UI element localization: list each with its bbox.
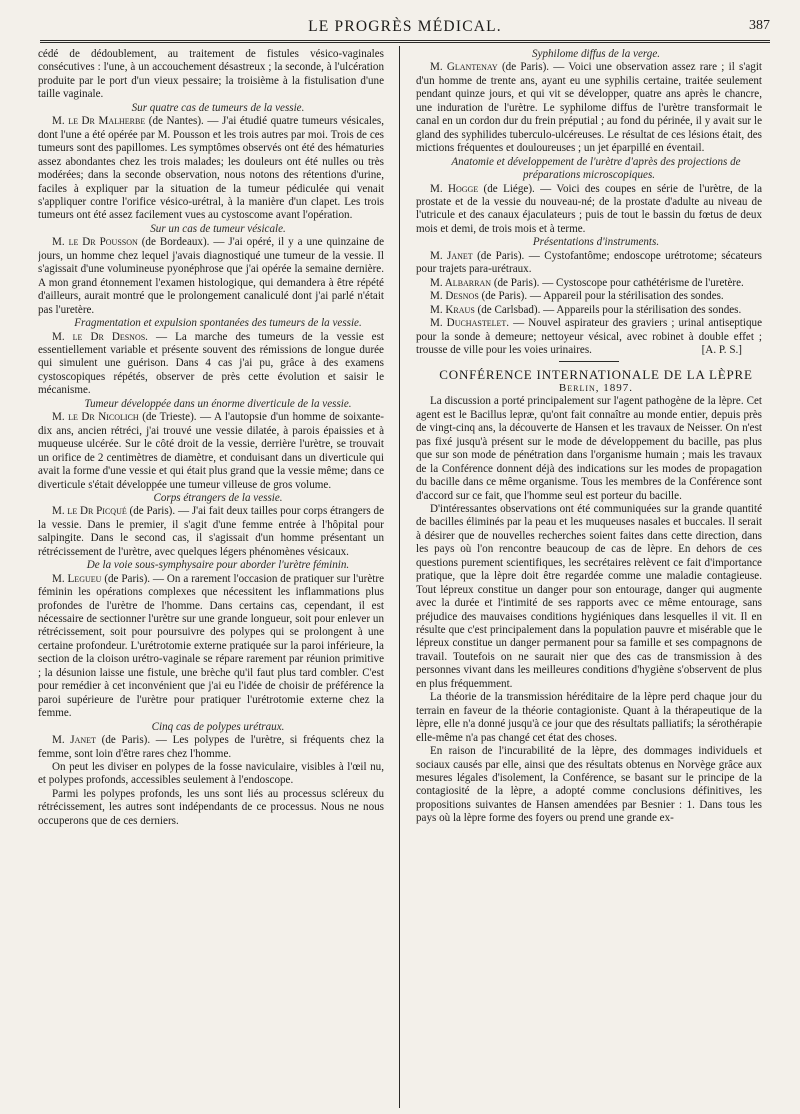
paragraph: En raison de l'incurabilité de la lèpre, des dommages individuels et sociaux causés par elle, ainsi que des résultats obtenus en Norvège grâce aux mesures légales d'isolement, la Conférence, se basant sur le principe de la contagiosité de la lèpre, a adopté comme conclusions définitives, les propositions suivantes de Hansen amendées par Besnier : 1. Dans tous les pays où la lèpre forme des foyers ou prend une grande ex- (416, 745, 762, 825)
section-heading: Anatomie et développement de l'urètre d'après des projections de préparations microscopiques. (451, 155, 741, 182)
signature: [A. P. S.] (701, 343, 742, 356)
page-header (40, 18, 770, 40)
section-heading: Sur un cas de tumeur vésicale. (150, 222, 286, 235)
paragraph-text: (de Paris). — J'ai fait deux tailles pour corps étrangers de la vessie. Dans le premier, il s'agit d'une femme entrée à l'hôpital pour salpingite. Dans le second cas, il s'agissait d'un homme présentant un rétrécissement de l'urètre, avec quelques légers phénomènes vésicaux. (38, 505, 384, 558)
paragraph (38, 115, 384, 223)
page-number: 387 (749, 18, 770, 33)
paragraph (38, 734, 384, 761)
paragraph-text: (de Paris). — Cystofantôme; endoscope urétrotome; sécateurs pour trajets para-urétraux. (416, 249, 762, 276)
speaker-name: M. Glantenay (430, 61, 498, 74)
paragraph: D'intéressantes observations ont été communiquées sur la grande quantité de bacilles éliminés par la peau et les muqueuses nasales et buccales. Il serait à désirer que de nouvelles recherches soient faites dans cette direction, dans les pays où l'on rencontre beaucoup de cas de lèpre. En dehors de ces questions purement scientifiques, les secrétaires relèvent ce fait d'importance pratique, que la lèpre doit être regardée comme une maladie contagieuse. Tout lépreux constitue un danger pour son entourage, danger qui augmente avec la durée et l'intimité de ses rapports avec ce même entourage, sans préjudice des mauvaises conditions hygiéniques dans lesquelles il vit. Il en résulte que c'est principalement dans la population pauvre et misérable que le lépreux constitue un danger permanent pour sa famille et ses compagnons de travail. Toutefois on ne saurait nier que des cas de transmission à des personnes vivant dans les meilleures conditions d'hygiène s'observent de plus en plus fréquemment. (416, 502, 762, 690)
speaker-name: M. Janet (430, 249, 473, 262)
paragraph-text: (de Nantes). — J'ai étudié quatre tumeurs vésicales, dont l'une a été opérée par M. Pousson et les trois autres par moi. Trois de ces tumeurs sont des papillomes. Les symptômes observés ont été des hématuries assez abondantes chez les trois malades; les douleurs ont été nulles ou très modérées; dans la seconde observation, nous notons des rétentions d'urine, faciles à expliquer par la situation de la tumeur pédiculée qui venait s'appliquer contre l'orifice vésico-urétral, à la manière d'un clapet. Les trois tumeurs ont été assez facilement vues au cystoscome avant l'opération. (38, 115, 384, 222)
speaker-name: M. Desnos (430, 290, 479, 303)
right-column (416, 48, 762, 1108)
paragraph: cédé de dédoublement, au traitement de fistules vésico-vaginales consécutives : l'une, à un accouchement désastreux ; la seconde, à l'ulcération produite par le port d'un vieux pessaire; la troisième à la fistulisation d'une taille vaginale. (38, 48, 384, 101)
paragraph (38, 331, 384, 398)
section-rule (559, 361, 619, 362)
paragraph (416, 61, 762, 155)
section-heading: Syphilome diffus de la verge. (531, 48, 661, 60)
conference-subtitle: Berlin, 1897. (558, 381, 634, 394)
instrument-item (416, 250, 762, 277)
paragraph-text: (de Paris). — Les polypes de l'urètre, si fréquents chez la femme, sont loin d'être rares chez l'homme. (38, 734, 384, 760)
speaker-name: M. Legueu (52, 572, 102, 585)
speaker-name: M. le Dr Picqué (52, 505, 127, 518)
column-divider (399, 46, 400, 1108)
paragraph-text: (de Paris). — Cystoscope pour cathétérisme de l'uretère. (491, 276, 744, 289)
paragraph: On peut les diviser en polypes de la fosse naviculaire, visibles à l'œil nu, et polypes profonds, accessibles seulement à l'endoscope. (38, 761, 384, 787)
paragraph-text: (de Paris). — Voici une observation assez rare ; il s'agit d'un homme de trente ans, ayant eu une syphilis certaine, traitée seulement pendant quinze jours, et qui vit se développer, quatre ans après le chancre, une induration de l'urètre. Le syphilome diffus de l'urètre transformait le canal en un cordon dur du frein préputial ; au fond du périnée, il y avait sur le gland des syphilides tuberculo-ulcéreuses. Le résultat de ces lésions était, des mictions fréquentes et douloureuses ; un jet éparpillé en éventail. (416, 61, 762, 155)
section-heading: Cinq cas de polypes urétraux. (151, 720, 285, 733)
instrument-item (416, 304, 762, 317)
paragraph-text: (de Bordeaux). — J'ai opéré, il y a une quinzaine de jours, un homme chez lequel j'avais diagnostiqué une tumeur de la vessie. Il s'agissait d'une volumineuse pyonéphrose que j'ai opérée la semaine dernière. A mon grand étonnement l'examen histologique, qui demandera à être répété d'ailleurs, aurait montré que le prolongement canaliculé dont j'ai parlé n'était pas l'uretère. (38, 236, 384, 316)
paragraph-text: (de Paris). — On a rarement l'occasion de pratiquer sur l'urètre féminin les opérations complexes que nécessitent les inflammations plus profondes de l'urètre de l'homme. Dans certains cas, cependant, il est nécessaire de sectionner l'urètre sur une grande longueur, soit pour enlever un rétrécissement, soit pour poursuivre des polypes qui se prolongent à une certaine profondeur. L'urétrotomie externe pratiquée sur la paroi inférieure, la section de la cloison urétro-vaginale se répare rarement par réunion primitive ; la désunion laisse une fistule, une brèche qu'il faut plus tard combler. C'est pour remédier à cet inconvénient que j'ai eu l'idée de choisir de préférence la paroi supérieure de l'urètre pour pratiquer l'urétrotomie externe chez la femme. (38, 572, 384, 720)
instrument-item (416, 290, 762, 303)
section-heading: Corps étrangers de la vessie. (153, 491, 283, 504)
paragraph (38, 573, 384, 721)
paragraph (38, 505, 384, 559)
paragraph-text: (de Liége). — Voici des coupes en série de l'urètre, de la prostate et de la vessie du nouveau-né; de la prostate d'adulte au niveau de l'utricule et des canaux éjaculateurs ; puis de tout le bassin du fœtus de deux mois et demi, de trois mois et à terme. (416, 182, 762, 235)
speaker-name: M. le Dr Desnos (52, 330, 146, 343)
instrument-item (416, 317, 762, 357)
speaker-name: M. Hogge (430, 182, 479, 195)
section-heading: Sur quatre cas de tumeurs de la vessie. (131, 101, 305, 114)
paragraph: Parmi les polypes profonds, les uns sont liés au processus scléreux du rétrécissement, les autres sont indépendants de ce processus. Nous ne nous occuperons que de ces derniers. (38, 787, 384, 827)
paragraph-text: (de Carlsbad). — Appareils pour la stérilisation des sondes. (474, 303, 742, 316)
paragraph-text: (de Trieste). — A l'autopsie d'un homme de soixante-dix ans, ancien rétréci, j'ai trouvé une vessie dilatée, à parois épaissies et à muqueuse ulcérée. Sur le côté droit de la vessie, derrière l'urètre, se trouvait un orifice de 2 centimètres de diamètre, et conduisant dans un diverticule qui avait la forme d'une vessie et qui était plus grand que la vessie même; dans ce diverticule s'était développée une tumeur villeuse de gros volume. (38, 411, 384, 491)
paragraph: La théorie de la transmission héréditaire de la lèpre perd chaque jour du terrain en faveur de la théorie contagioniste. Quant à la thérapeutique de la lèpre, elle n'a donné jusqu'à ce jour que des résultats palliatifs; la sérothérapie elle-même n'a pas changé cet état des choses. (416, 691, 762, 744)
speaker-name: M. Janet (52, 734, 96, 747)
section-heading: Présentations d'instruments. (532, 236, 660, 249)
section-heading: Tumeur développée dans un énorme diverticule de la vessie. (84, 397, 352, 410)
speaker-name: M. Kraus (430, 303, 475, 316)
paragraph: La discussion a porté principalement sur l'agent pathogène de la lèpre. Cet agent est le Bacillus lepræ, qu'ont fait connaître au monde entier, depuis près de vingt-cinq ans, la découverte de Hansen et les travaux de Neisser. On n'est pas fixé jusqu'à présent sur le mode de développement du bacille, pas plus que sur son mode de pénétration dans l'organisme humain ; mais les travaux de la Conférence donnent déjà des indications sur les modes de propagation du bacille dans ce même organisme. Tous les membres de la Conférence sont d'accord sur ce fait, que l'homme seul est porteur du bacille. (416, 395, 762, 502)
paragraph-text: . — Nouvel aspirateur des graviers ; urinal antiseptique pour la sonde à demeure; nettoyeur vésical, avec robinet à double effet ; trousse de ville pour les voies urinaires. (416, 317, 762, 356)
instrument-item (416, 277, 762, 290)
speaker-name: M. le Dr Malherbe (52, 115, 146, 128)
header-rule (40, 40, 770, 43)
paragraph (38, 236, 384, 317)
paragraph (416, 183, 762, 237)
section-heading: Fragmentation et expulsion spontanées des tumeurs de la vessie. (74, 317, 362, 330)
left-column (38, 48, 384, 1108)
paragraph (38, 411, 384, 492)
speaker-name: M. Albarran (430, 276, 492, 289)
paragraph-text: (de Paris). — Appareil pour la stérilisation des sondes. (478, 290, 724, 303)
running-title: LE PROGRÈS MÉDICAL. (308, 18, 502, 35)
speaker-name: M. Duchastelet (430, 317, 507, 330)
section-heading: De la voie sous-symphysaire pour aborder l'urètre féminin. (86, 559, 350, 572)
paragraph-text: . — La marche des tumeurs de la vessie est essentiellement variable et présente souvent des rémissions de longue durée qui simulent une guérison. Dans 4 cas j'ai pu, grâce à des examens cystoscopiques répétés, observer de près cette évolution et saisir le mécanisme. (38, 330, 384, 397)
speaker-name: M. le Dr Pousson (52, 236, 138, 249)
speaker-name: M. le Dr Nicolich (52, 411, 139, 424)
conference-title: CONFÉRENCE INTERNATIONALE DE LA LÈPRE (439, 367, 753, 383)
